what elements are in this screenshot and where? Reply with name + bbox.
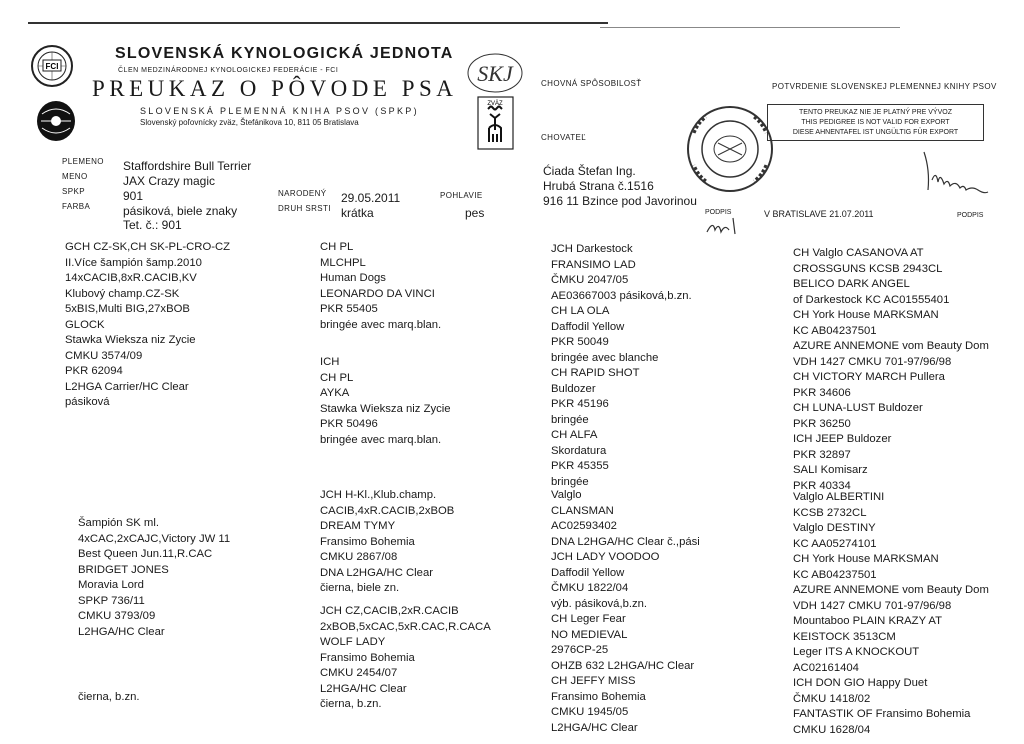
skj-logo-text: SKJ (477, 61, 513, 86)
g4-line: KC AB04237501 (793, 324, 877, 337)
dam-line: Šampión SK ml. (78, 517, 159, 529)
ds-line: DREAM TYMY (320, 520, 396, 532)
breeder-city: 916 11 Bzince pod Javorinou (543, 194, 697, 208)
export-notice-de: DIESE AHNENTAFEL IST UNGÜLTIG FÜR EXPORT (792, 129, 959, 136)
sex-label: POHLAVIE (440, 191, 483, 200)
sire-line: PKR 62094 (65, 365, 123, 377)
pedigree-dam (78, 516, 230, 640)
spkp-value: 901 (123, 189, 144, 203)
skj-logo (466, 52, 524, 94)
registry-name: SLOVENSKÁ PLEMENNÁ KNIHA PSOV (SPKP) (140, 106, 419, 116)
g4-line: KCSB 2732CL (793, 506, 867, 519)
born-value: 29.05.2011 (341, 191, 401, 205)
confirmation-label: POTVRDENIE SLOVENSKEJ PLEMENNEJ KNIHY PSOV (772, 82, 997, 91)
official-stamp (684, 103, 776, 195)
sd-line: PKR 50496 (320, 418, 378, 430)
breeding-ability-label: CHOVNÁ SPÔSOBILOSŤ (541, 79, 642, 88)
g4-line: CROSSGUNS KCSB 2943CL (793, 262, 943, 275)
skj-emblem (36, 100, 76, 142)
dam-line: L2HGA/HC Clear (78, 625, 165, 638)
registrar-signature (920, 150, 990, 208)
coat-value: krátka (341, 206, 374, 220)
g4-line: VDH 1427 CMKU 701-97/96/98 (793, 599, 952, 612)
sd-line: ICH (320, 356, 340, 368)
dam-line: 4xCAC,2xCAJC,Victory JW 11 (78, 532, 231, 545)
g4-line: CH York House MARKSMAN (793, 553, 939, 565)
g4-line: CH Valglo CASANOVA AT (793, 247, 924, 259)
dd-line: CMKU 2454/07 (320, 667, 398, 679)
g3-line: JCH Darkestock (551, 243, 633, 255)
g4-line: CH York House MARKSMAN (793, 309, 939, 321)
g4-line: ICH JEEP Buldozer (793, 433, 892, 445)
g4-line: PKR 40334 (793, 479, 851, 492)
g3-line: výb. pásiková,b.zn. (551, 597, 648, 610)
dam-color: čierna, b.zn. (78, 691, 140, 703)
sire-line: pásiková (65, 396, 110, 408)
pedigree-sire (65, 240, 230, 411)
dd-line: L2HGA/HC Clear (320, 682, 407, 695)
sire-line: II.Více šampión šamp.2010 (65, 256, 202, 269)
g3-line: AE03667003 pásiková,b.zn. (551, 289, 692, 302)
top-rule-right (600, 27, 900, 28)
g3-line: bringée avec blanche (551, 351, 659, 364)
dog-name-value: JAX Crazy magic (123, 174, 216, 188)
sire-line: L2HGA Carrier/HC Clear (65, 380, 189, 393)
g3-line: bringée (551, 413, 589, 426)
spkp-label: SPKP (62, 187, 85, 196)
ss-line: bringée avec marq.blan. (320, 318, 442, 331)
breed-label: PLEMENO (62, 157, 104, 166)
breeder-signature-label: PODPIS (705, 209, 732, 216)
color-label: FARBA (62, 202, 91, 211)
ds-line: čierna, biele zn. (320, 582, 400, 594)
pedigree-dam-sire (320, 488, 454, 597)
g4-line: PKR 34606 (793, 386, 851, 399)
ds-line: DNA L2HGA/HC Clear (320, 566, 434, 579)
ds-line: CACIB,4xR.CACIB,2xBOB (320, 504, 455, 517)
document-title: PREUKAZ O PÔVODE PSA (92, 76, 458, 101)
born-label: NARODENÝ (278, 189, 327, 198)
g4-line: Valglo ALBERTINI (793, 491, 885, 503)
sire-line: GCH CZ-SK,CH SK-PL-CRO-CZ (65, 241, 231, 253)
tattoo-value: Tet. č.: 901 (123, 218, 182, 232)
coat-label: DRUH SRSTI (278, 204, 331, 213)
dd-line: Fransimo Bohemia (320, 651, 415, 664)
ss-line: MLCHPL (320, 256, 366, 269)
breeder-label: CHOVATEĽ (541, 133, 587, 142)
fci-membership: ČLEN MEDZINÁRODNEJ KYNOLOGICKEJ FEDERÁCIE - FCI (118, 67, 339, 74)
pedigree-sire-sire (320, 240, 441, 333)
sire-line: 14xCACIB,8xR.CACIB,KV (65, 272, 197, 284)
g3-line: Fransimo Bohemia (551, 690, 646, 703)
name-label: MENO (62, 172, 88, 181)
g3-line: L2HGA/HC Clear (551, 721, 638, 734)
g3-line: Daffodil Yellow (551, 320, 625, 333)
breeder-signature (705, 214, 741, 238)
deer-logo (477, 96, 514, 150)
organization-name: SLOVENSKÁ KYNOLOGICKÁ JEDNOTA (115, 45, 454, 62)
breeder-name: Ćiada Štefan Ing. (543, 164, 636, 178)
g4-line: of Darkestock KC AC01555401 (793, 293, 950, 306)
g4-line: PKR 32897 (793, 448, 851, 461)
ds-line: JCH H-Kl.,Klub.champ. (320, 489, 437, 501)
g3-line: FRANSIMO LAD (551, 258, 636, 271)
dam-line: SPKP 736/11 (78, 594, 145, 607)
ss-line: LEONARDO DA VINCI (320, 287, 435, 300)
g4-line: AZURE ANNEMONE vom Beauty Dom (793, 340, 989, 352)
g4-line: CH LUNA-LUST Buldozer (793, 402, 923, 414)
sire-line: GLOCK (65, 318, 105, 331)
dam-line: BRIDGET JONES (78, 563, 169, 576)
g4-line: FANTASTIK OF Fransimo Bohemia (793, 708, 971, 720)
dam-line: Best Queen Jun.11,R.CAC (78, 548, 213, 560)
dam-line: Moravia Lord (78, 579, 144, 591)
sd-line: bringée avec marq.blan. (320, 433, 442, 446)
breeder-street: Hrubá Strana č.1516 (543, 179, 654, 193)
fci-logo-text: FCI (45, 62, 59, 71)
g3-line: CH Leger Fear (551, 613, 626, 625)
dam-line: CMKU 3793/09 (78, 610, 156, 622)
g3-line: bringée (551, 475, 589, 488)
g4-line: AZURE ANNEMONE vom Beauty Dom (793, 584, 989, 596)
registry-address: Slovenský poľovnícky zväz, Štefánikova 10, 811 05 Bratislava (140, 118, 359, 127)
dd-line: 2xBOB,5xCAC,5xR.CAC,R.CACA (320, 620, 491, 633)
g3-line: PKR 45355 (551, 460, 609, 472)
g3-line: 2976CP-25 (551, 644, 609, 656)
sire-line: 5xBIS,Multi BIG,27xBOB (65, 303, 190, 315)
export-notice-box (767, 104, 984, 141)
pedigree-gen3-bottom (551, 488, 700, 736)
dd-line: JCH CZ,CACIB,2xR.CACIB (320, 605, 459, 617)
ds-line: Fransimo Bohemia (320, 535, 415, 548)
g4-line: Valglo DESTINY (793, 522, 876, 534)
top-rule (28, 22, 608, 24)
g4-line: ICH DON GIO Happy Duet (793, 677, 928, 689)
dd-line: WOLF LADY (320, 636, 386, 648)
g3-line: CMKU 1945/05 (551, 706, 629, 718)
g3-line: Daffodil Yellow (551, 566, 625, 579)
registrar-signature-label: PODPIS (957, 212, 984, 219)
g4-line: KC AB04237501 (793, 568, 877, 581)
g3-line: CH ALFA (551, 429, 598, 441)
place-date: V BRATISLAVE 21.07.2011 (764, 209, 874, 219)
pedigree-gen3-top (551, 242, 692, 490)
breed-value: Staffordshire Bull Terrier (123, 159, 252, 173)
g3-line: ČMKU 1822/04 (551, 582, 629, 594)
g3-line: ČMKU 2047/05 (551, 274, 629, 286)
color-value: pásiková, biele znaky (123, 204, 238, 218)
g3-line: Buldozer (551, 382, 596, 395)
sd-line: CH PL (320, 371, 354, 384)
g3-line: AC02593402 (551, 520, 617, 532)
g4-line: CH VICTORY MARCH Pullera (793, 371, 945, 383)
ds-line: CMKU 2867/08 (320, 551, 398, 563)
export-notice-sk: TENTO PREUKAZ NIE JE PLATNÝ PRE VÝVOZ (799, 109, 952, 116)
g4-line: Leger ITS A KNOCKOUT (793, 646, 920, 658)
pedigree-dam-dam (320, 604, 491, 713)
g4-line: KEISTOCK 3513CM (793, 630, 896, 643)
sd-line: AYKA (320, 387, 350, 399)
fci-logo (30, 44, 74, 88)
deer-logo-text: ZVÄZ (487, 101, 503, 107)
g3-line: CLANSMAN (551, 504, 614, 517)
g3-line: Skordatura (551, 444, 607, 457)
g3-line: PKR 50049 (551, 336, 609, 348)
export-notice-en: THIS PEDIGREE IS NOT VALID FOR EXPORT (801, 119, 950, 126)
g3-line: DNA L2HGA/HC Clear č.,pási (551, 535, 700, 548)
g4-line: CMKU 1628/04 (793, 723, 871, 736)
g3-line: NO MEDIEVAL (551, 628, 628, 641)
sex-value: pes (465, 206, 485, 220)
g3-line: PKR 45196 (551, 398, 609, 410)
g4-line: AC02161404 (793, 661, 859, 674)
sire-line: Stawka Wieksza niz Zycie (65, 334, 196, 346)
g4-line: PKR 36250 (793, 417, 851, 430)
g4-line: SALI Komisarz (793, 464, 868, 476)
g4-line: VDH 1427 CMKU 701-97/96/98 (793, 355, 952, 368)
pedigree-gen4-top (793, 246, 989, 494)
pedigree-sire-dam (320, 355, 451, 448)
g4-line: Mountaboo PLAIN KRAZY AT (793, 615, 943, 627)
dd-line: čierna, b.zn. (320, 698, 382, 710)
g3-line: JCH LADY VOODOO (551, 551, 660, 563)
ss-line: CH PL (320, 241, 354, 253)
sd-line: Stawka Wieksza niz Zycie (320, 402, 451, 415)
g4-line: ČMKU 1418/02 (793, 692, 871, 705)
g4-line: BELICO DARK ANGEL (793, 278, 910, 290)
sire-line: Klubový champ.CZ-SK (65, 287, 180, 300)
g3-line: OHZB 632 L2HGA/HC Clear (551, 659, 695, 672)
pedigree-gen4-bottom (793, 490, 989, 738)
ss-line: Human Dogs (320, 272, 386, 284)
sire-line: CMKU 3574/09 (65, 349, 143, 362)
g4-line: KC AA05274101 (793, 537, 877, 550)
g3-line: Valglo (551, 489, 582, 501)
g3-line: CH JEFFY MISS (551, 675, 636, 687)
ss-line: PKR 55405 (320, 303, 378, 315)
g3-line: CH RAPID SHOT (551, 367, 640, 379)
g3-line: CH LA OLA (551, 305, 610, 317)
